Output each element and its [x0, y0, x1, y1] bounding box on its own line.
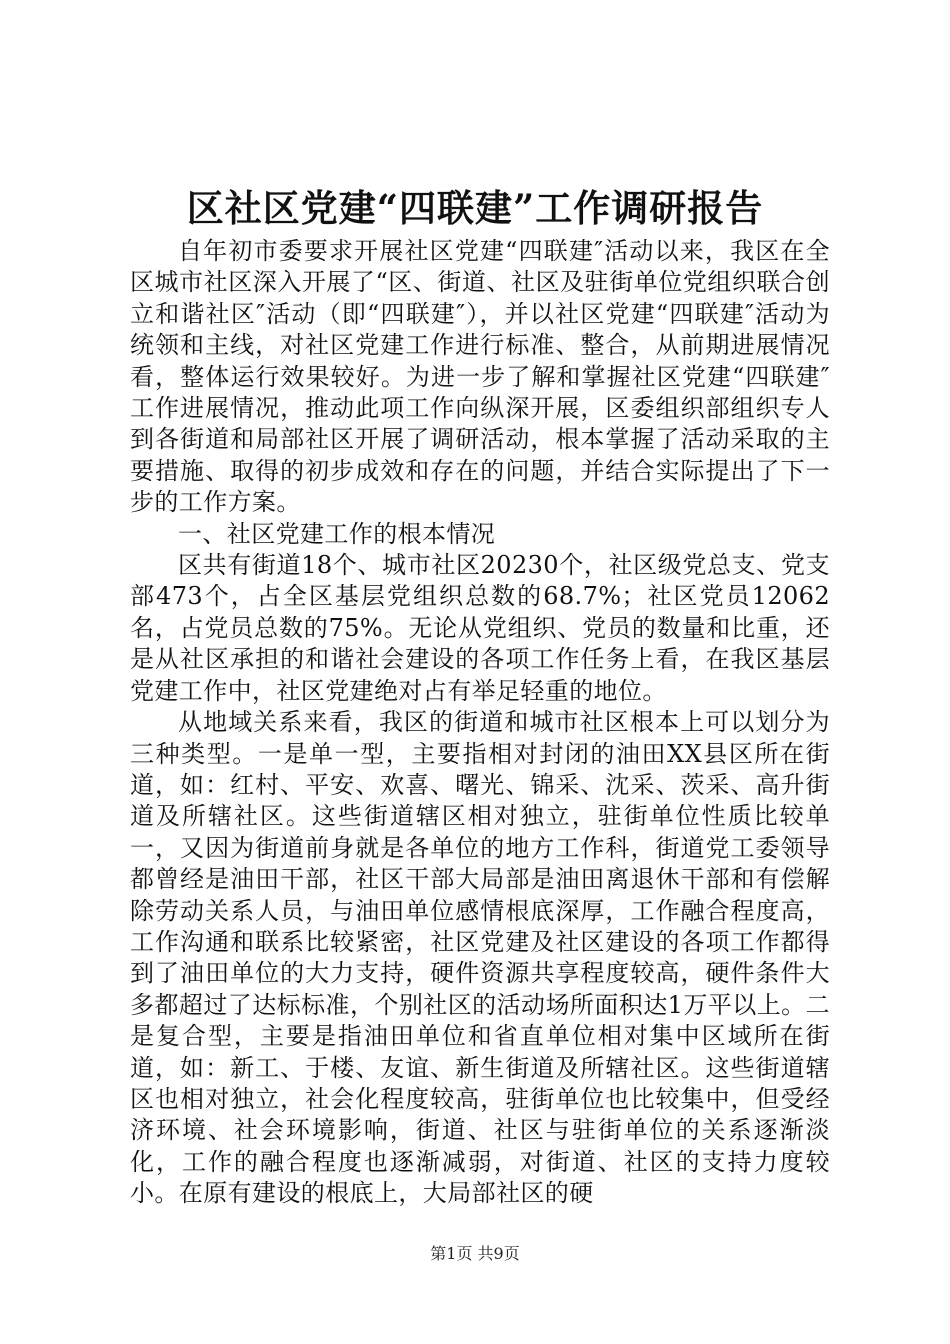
section-heading: 一、社区党建工作的根本情况 — [178, 519, 496, 548]
document-body — [130, 236, 830, 1210]
page-number-footer: 第1页 共9页 — [430, 1244, 520, 1263]
paragraph-statistics: 区共有街道18个、城市社区20230个，社区级党总支、党支部473个，占全区基层党组织总数的68.7%；社区党员12062名，占党员总数的75%。无论从党组织、党员的数量和比重，还是从社区承担的和谐社会建设的各项工作任务上看，在我区基层党建工作中，社区党建绝对占有举足轻重的地位。 — [130, 551, 830, 705]
paragraph-intro: 自年初市委要求开展社区党建“四联建″活动以来，我区在全区城市社区深入开展了“区、街道、社区及驻街单位党组织联合创立和谐社区″活动（即“四联建″），并以社区党建“四联建″活动为统领和主线，对社区党建工作进行标准、整合，从前期进展情况看，整体运行效果较好。为进一步了解和掌握社区党建“四联建″工作进展情况，推动此项工作向纵深开展，区委组织部组织专人到各街道和局部社区开展了调研活动，根本掌握了活动采取的主要措施、取得的初步成效和存在的问题，并结合实际提出了下一步的工作方案。 — [130, 237, 830, 517]
paragraph-regional-types: 从地域关系来看，我区的街道和城市社区根本上可以划分为三种类型。一是单一型，主要指相对封闭的油田XX县区所在街道，如：红村、平安、欢喜、曙光、锦采、沈采、茨采、高升街道及所辖社区。这些街道辖区相对独立，驻街单位性质比较单一，又因为街道前身就是各单位的地方工作科，街道党工委领导都曾经是油田干部，社区干部大局部是油田离退休干部和有偿解除劳动关系人员，与油田单位感情根底深厚，工作融合程度高，工作沟通和联系比较紧密，社区党建及社区建设的各项工作都得到了油田单位的大力支持，硬件资源共享程度较高，硬件条件大多都超过了达标标准，个别社区的活动场所面积达1万平以上。二是复合型，主要是指油田单位和省直单位相对集中区域所在街道，如：新工、于楼、友谊、新生街道及所辖社区。这些街道辖区也相对独立，社会化程度较高，驻街单位也比较集中，但受经济环境、社会环境影响，街道、社区与驻街单位的关系逐渐淡化，工作的融合程度也逐渐减弱，对街道、社区的支持力度较小。在原有建设的根底上，大局部社区的硬 — [130, 708, 830, 1208]
document-title: 区社区党建“四联建”工作调研报告 — [186, 186, 764, 230]
